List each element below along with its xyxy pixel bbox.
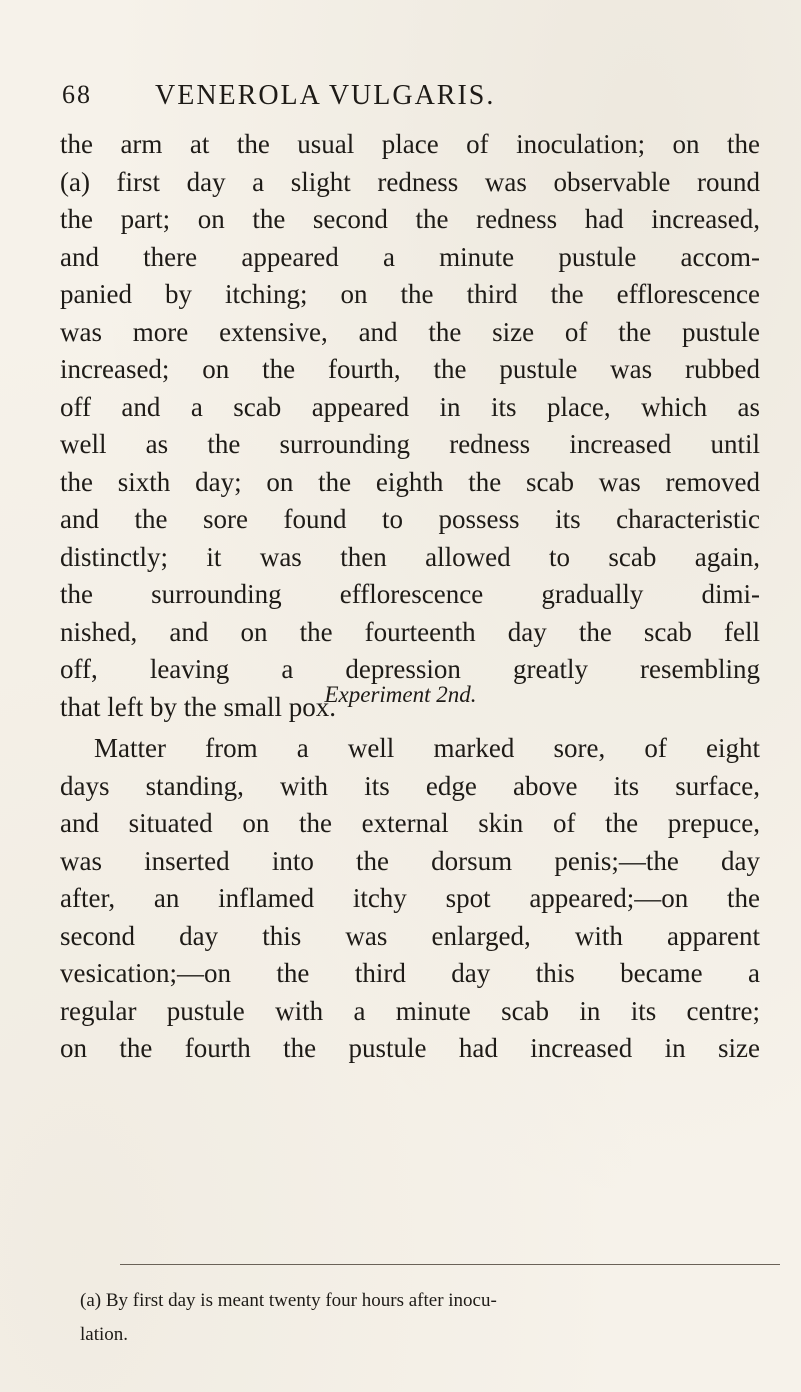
text-line: after, an inflamed itchy spot appeared;—on the xyxy=(60,883,760,913)
text-line: and situated on the external skin of the prepuce, xyxy=(60,808,760,838)
text-line: distinctly; it was then allowed to scab again, xyxy=(60,541,760,572)
text-line: off, leaving a depression greatly resembling xyxy=(60,654,760,684)
running-head xyxy=(62,80,715,112)
running-title: VENEROLA VULGARIS. xyxy=(155,80,496,111)
text-line: panied by itching; on the third the efflorescence xyxy=(60,279,760,309)
text-line: Matter from a well marked sore, of eight xyxy=(94,733,760,763)
text-line: the surrounding efflorescence gradually dimi- xyxy=(60,579,760,609)
section-heading: Experiment 2nd. xyxy=(324,682,477,707)
footnote-divider xyxy=(120,1264,780,1265)
text-line: nished, and on the fourteenth day the scab fell xyxy=(60,616,760,647)
text-line: regular pustule with a minute scab in its centre; xyxy=(60,995,760,1026)
text-line: days standing, with its edge above its surface, xyxy=(60,770,760,801)
paragraph-2 xyxy=(60,730,760,1068)
text-line: that left by the small pox. xyxy=(60,691,336,722)
footnote-line: (a) By first day is meant twenty four hours after inocu- xyxy=(80,1290,497,1311)
text-line: and the sore found to possess its characteristic xyxy=(60,504,760,534)
text-line: the arm at the usual place of inoculation; on the xyxy=(60,129,760,159)
text-line: on the fourth the pustule had increased in size xyxy=(60,1033,760,1063)
paragraph-1 xyxy=(60,126,760,726)
footnote-line: lation. xyxy=(80,1324,129,1345)
text-line: (a) first day a slight redness was observable round xyxy=(60,166,760,197)
text-line: was inserted into the dorsum penis;—the day xyxy=(60,845,760,876)
footnote xyxy=(80,1284,780,1352)
text-line: second day this was enlarged, with apparent xyxy=(60,920,760,951)
text-line: vesication;—on the third day this became a xyxy=(60,958,760,988)
text-line: off and a scab appeared in its place, which as xyxy=(60,391,760,422)
text-line: the sixth day; on the eighth the scab was removed xyxy=(60,466,760,497)
page-number: 68 xyxy=(62,80,92,109)
text-line: the part; on the second the redness had increased, xyxy=(60,204,760,234)
text-line: and there appeared a minute pustule accom- xyxy=(60,241,760,272)
text-line: increased; on the fourth, the pustule was rubbed xyxy=(60,354,760,384)
text-line: was more extensive, and the size of the pustule xyxy=(60,316,760,347)
text-line: well as the surrounding redness increased until xyxy=(60,429,760,459)
